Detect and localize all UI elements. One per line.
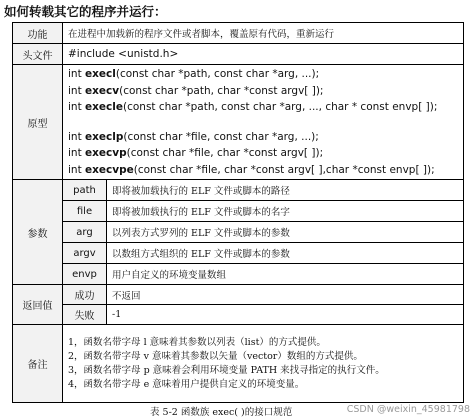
label-prototype: 原型 bbox=[13, 65, 63, 180]
return-name: 成功 bbox=[63, 285, 107, 305]
label-params: 参数 bbox=[13, 180, 63, 285]
prototype-line: int execv(const char *path, char *const argv[ ]); bbox=[68, 84, 324, 97]
row-header bbox=[13, 44, 464, 65]
heading: 如何转载其它的程序并运行： bbox=[4, 4, 167, 19]
prototype-line: int execl(const char *path, const char *arg, ...); bbox=[68, 68, 320, 80]
function-text: 在进程中加载新的程序文件或者脚本，覆盖原有代码，重新运行 bbox=[63, 23, 464, 44]
param-desc: 用户自定义的环境变量数组 bbox=[107, 264, 464, 285]
param-name: envp bbox=[63, 264, 107, 285]
label-return: 返回值 bbox=[13, 285, 63, 325]
param-row bbox=[13, 243, 464, 264]
row-notes bbox=[13, 325, 464, 403]
param-name: argv bbox=[63, 243, 107, 264]
prototype-list bbox=[63, 65, 464, 180]
return-name: 失败 bbox=[63, 305, 107, 325]
param-desc: 即将被加载执行的 ELF 文件或脚本的名字 bbox=[107, 201, 464, 222]
param-desc: 即将被加载执行的 ELF 文件或脚本的路径 bbox=[107, 180, 464, 201]
watermark: CSDN @weixin_45981798 bbox=[346, 404, 470, 415]
row-prototype bbox=[13, 65, 464, 180]
param-name: arg bbox=[63, 222, 107, 243]
exec-spec-table bbox=[12, 22, 464, 403]
param-name: path bbox=[63, 180, 107, 201]
return-row bbox=[13, 285, 464, 305]
param-desc: 以数组方式组织的 ELF 文件或脚本的参数 bbox=[107, 243, 464, 264]
param-row bbox=[13, 180, 464, 201]
return-row bbox=[13, 305, 464, 325]
label-notes: 备注 bbox=[13, 325, 63, 403]
note-line: 4，函数名带字母 e 意味着用户提供自定义的环境变量。 bbox=[68, 378, 305, 390]
return-desc: 不返回 bbox=[107, 285, 464, 305]
label-function: 功能 bbox=[13, 23, 63, 44]
note-line: 1，函数名带字母 l 意味着其参数以列表（list）的方式提供。 bbox=[68, 336, 326, 348]
return-desc: -1 bbox=[107, 305, 464, 325]
header-text: #include <unistd.h> bbox=[63, 44, 464, 65]
note-line: 2，函数名带字母 v 意味着其参数以矢量（vector）数组的方式提供。 bbox=[68, 350, 363, 362]
param-name: file bbox=[63, 201, 107, 222]
param-row bbox=[13, 264, 464, 285]
row-function bbox=[13, 23, 464, 44]
label-header: 头文件 bbox=[13, 44, 63, 65]
param-row bbox=[13, 201, 464, 222]
param-row bbox=[13, 222, 464, 243]
param-desc: 以列表方式罗列的 ELF 文件或脚本的参数 bbox=[107, 222, 464, 243]
prototype-line: int execvpe(const char *file, char *const argv[ ],char *const envp[ ]); bbox=[68, 163, 435, 176]
prototype-line: int execlp(const char *file, const char *arg, ...); bbox=[68, 130, 319, 143]
table-caption: 表 5-2 函数族 exec( )的接口规范 bbox=[150, 407, 293, 418]
prototype-line: int execle(const char *path, const char *arg, ..., char * const envp[ ]); bbox=[68, 101, 438, 113]
note-line: 3，函数名带字母 p 意味着会利用环境变量 PATH 来找寻指定的执行文件。 bbox=[68, 364, 385, 376]
prototype-line: int execvp(const char *file, char *const argv[ ]); bbox=[68, 147, 324, 159]
notes-list bbox=[63, 325, 464, 403]
